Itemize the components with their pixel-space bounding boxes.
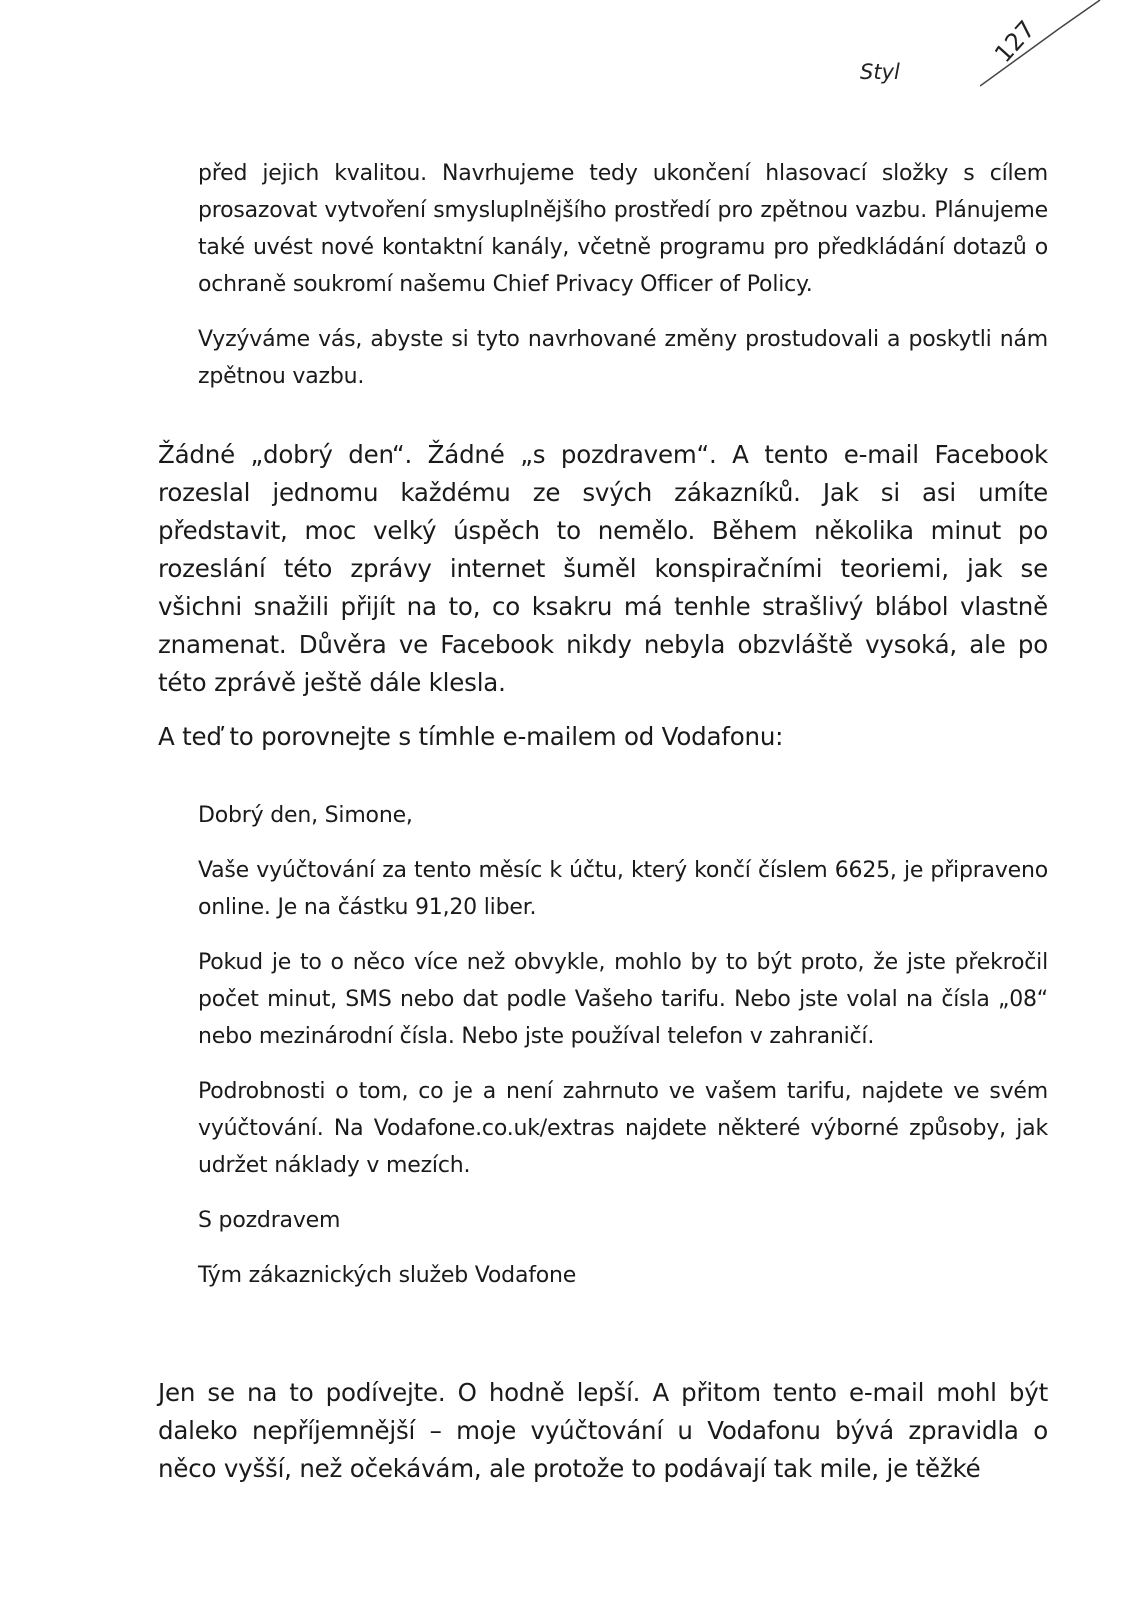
quote-paragraph: Vaše vyúčtování za tento měsíc k účtu, který končí číslem 6625, je připraveno online. Je na částku 91,20 liber. (198, 858, 1048, 920)
email-greeting: Dobrý den, Simone, (198, 803, 413, 828)
quote-paragraph: Vyzýváme vás, abyste si tyto navrhované změny prostudovali a poskytli nám zpětnou vazbu. (198, 327, 1048, 389)
quoted-facebook-email (198, 155, 1048, 413)
body-paragraph: Jen se na to podívejte. O hodně lepší. A přitom tento e-mail mohl být daleko nepříjemnější – moje vyúčtování u Vodafonu bývá zpravidla o něco vyšší, než očekávám, ale protože to podávají tak mile, je těžké (158, 1378, 1048, 1483)
email-closing: S pozdravem (198, 1208, 341, 1233)
email-signature: Tým zákaznických služeb Vodafone (198, 1263, 577, 1288)
page-number: 127 (989, 15, 1041, 68)
quote-paragraph: Podrobnosti o tom, co je a není zahrnuto ve vašem tarifu, najdete ve svém vyúčtování. Na Vodafone.co.uk/extras najdete některé výborné způsoby, jak udržet náklady v mezích. (198, 1079, 1048, 1178)
quoted-vodafone-email (198, 797, 1048, 1312)
running-head: Styl (860, 60, 900, 84)
body-section-1 (158, 436, 1048, 772)
body-paragraph: A teď to porovnejte s tímhle e-mailem od Vodafonu: (158, 722, 784, 751)
quote-paragraph: Pokud je to o něco více než obvykle, mohlo by to být proto, že jste překročil počet minut, SMS nebo dat podle Vašeho tarifu. Nebo jste volal na čísla „08“ nebo mezinárodní čísla. Nebo jste používal telefon v zahraničí. (198, 950, 1048, 1049)
body-paragraph: Žádné „dobrý den“. Žádné „s pozdravem“. A tento e-mail Facebook rozeslal jednomu každému ze svých zákazníků. Jak si asi umíte představit, moc velký úspěch to nemělo. Během několika minut po rozeslání této zprávy internet šuměl konspiračními teoriemi, jak se všichni snažili přijít na to, co ksakru má tenhle strašlivý blábol vlastně znamenat. Důvěra ve Facebook nikdy nebyla obzvláště vysoká, ale po této zprávě ještě dále klesla. (158, 440, 1048, 697)
body-section-2 (158, 1374, 1048, 1504)
quote-paragraph: před jejich kvalitou. Navrhujeme tedy ukončení hlasovací složky s cílem prosazovat vytvoření smysluplnějšího prostředí pro zpětnou vazbu. Plánujeme také uvést nové kontaktní kanály, včetně programu pro předkládání dotazů o ochraně soukromí našemu Chief Privacy Officer of Policy. (198, 161, 1048, 297)
